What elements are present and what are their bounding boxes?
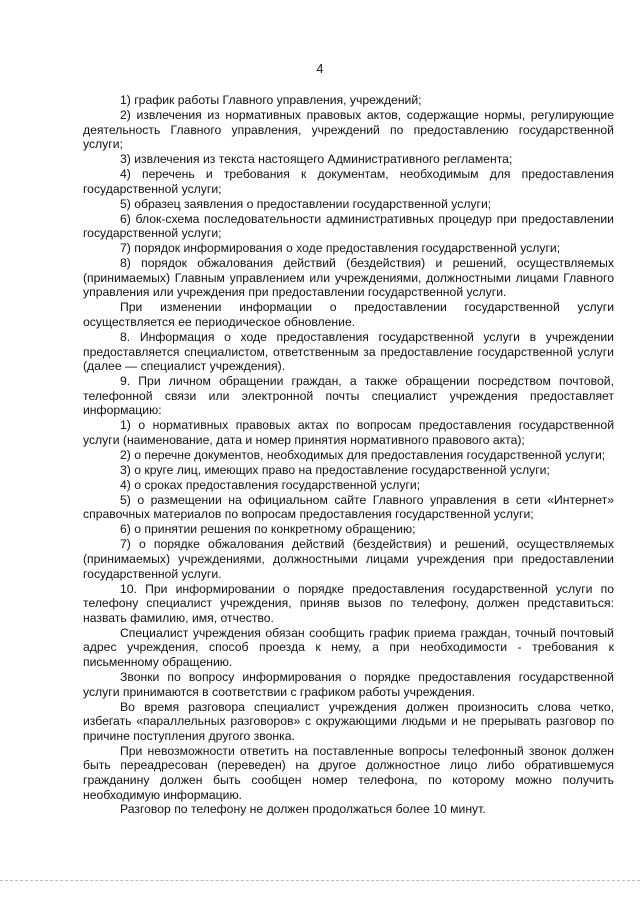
paragraph: Специалист учреждения обязан сообщить график приема граждан, точный почтовый адрес учреждения, способ проезда к нему, а при необходимости - требования к письменному обращению. bbox=[83, 625, 614, 669]
paragraph: 3) о круге лиц, имеющих право на предоставление государственной услуги; bbox=[120, 462, 550, 477]
document-body bbox=[83, 93, 614, 817]
paragraph: Разговор по телефону не должен продолжаться более 10 минут. bbox=[120, 802, 486, 817]
paragraph: 10. При информировании о порядке предоставления государственной услуги по телефону специалист учреждения, приняв вызов по телефону, должен представиться: назвать фамилию, имя, отчество. bbox=[83, 581, 614, 625]
paragraph: При невозможности ответить на поставленные вопросы телефонный звонок должен быть переадресован (переведен) на другое должностное лицо либо обратившемуся гражданину должен быть сообщен номер телефона, по которому можно получить необходимую информацию. bbox=[83, 743, 614, 802]
paragraph: 6) блок-схема последовательности административных процедур при предоставлении государственной услуги; bbox=[83, 211, 614, 241]
paragraph: 7) о порядке обжалования действий (бездействия) и решений, осуществляемых (принимаемых) учреждениями, должностными лицами учреждения при предоставлении государственной услуги. bbox=[83, 537, 614, 581]
paragraph: 5) образец заявления о предоставлении государственной услуги; bbox=[120, 196, 492, 211]
page-number: 4 bbox=[316, 62, 324, 76]
paragraph: 6) о принятии решения по конкретному обращению; bbox=[120, 522, 416, 537]
paragraph: 4) перечень и требования к документам, необходимым для предоставления государственной услуги; bbox=[83, 167, 614, 196]
paragraph: 1) график работы Главного управления, учреждений; bbox=[120, 93, 422, 107]
paragraph: 7) порядок информирования о ходе предоставления государственной услуги; bbox=[120, 241, 561, 256]
paragraph: 9. При личном обращении граждан, а также обращении посредством почтовой, телефонной связи или электронной почты специалист учреждения предоставляет информацию: bbox=[83, 374, 614, 418]
paragraph: При изменении информации о предоставлении государственной услуги осуществляется ее периодическое обновление. bbox=[83, 300, 614, 330]
paragraph: 4) о сроках предоставления государственной услуги; bbox=[120, 477, 421, 492]
paragraph: 1) о нормативных правовых актах по вопросам предоставления государственной услуги (наименование, дата и номер принятия нормативного правового акта); bbox=[83, 418, 614, 447]
paragraph: 2) извлечения из нормативных правовых актов, содержащие нормы, регулирующие деятельность Главного управления, учреждений по предоставлению государственной услуги; bbox=[83, 107, 614, 152]
paragraph: 3) извлечения из текста настоящего Административного регламента; bbox=[120, 152, 513, 167]
paragraph: 2) о перечне документов, необходимых для предоставления государственной услуги; bbox=[120, 447, 606, 462]
bottom-scan-line bbox=[0, 880, 640, 882]
paragraph: Во время разговора специалист учреждения должен произносить слова четко, избегать «параллельных разговоров» с окружающими людьми и не прерывать разговор по причине поступления другого звонка. bbox=[83, 699, 614, 743]
paragraph: Звонки по вопросу информирования о порядке предоставления государственной услуги принимаются в соответствии с графиком работы учреждения. bbox=[83, 669, 614, 699]
paragraph: 5) о размещении на официальном сайте Главного управления в сети «Интернет» справочных материалов по вопросам предоставления государственной услуги; bbox=[83, 492, 614, 522]
paragraph: 8. Информация о ходе предоставления государственной услуги в учреждении предоставляется специалистом, ответственным за предоставление государственной услуги (далее — специалист учреждения). bbox=[83, 330, 614, 374]
paragraph: 8) порядок обжалования действий (бездействия) и решений, осуществляемых (принимаемых) Главным управлением или учреждениями, должностными лицами Главного управления или учреждения при предоставлении государственной услуги. bbox=[83, 256, 614, 300]
